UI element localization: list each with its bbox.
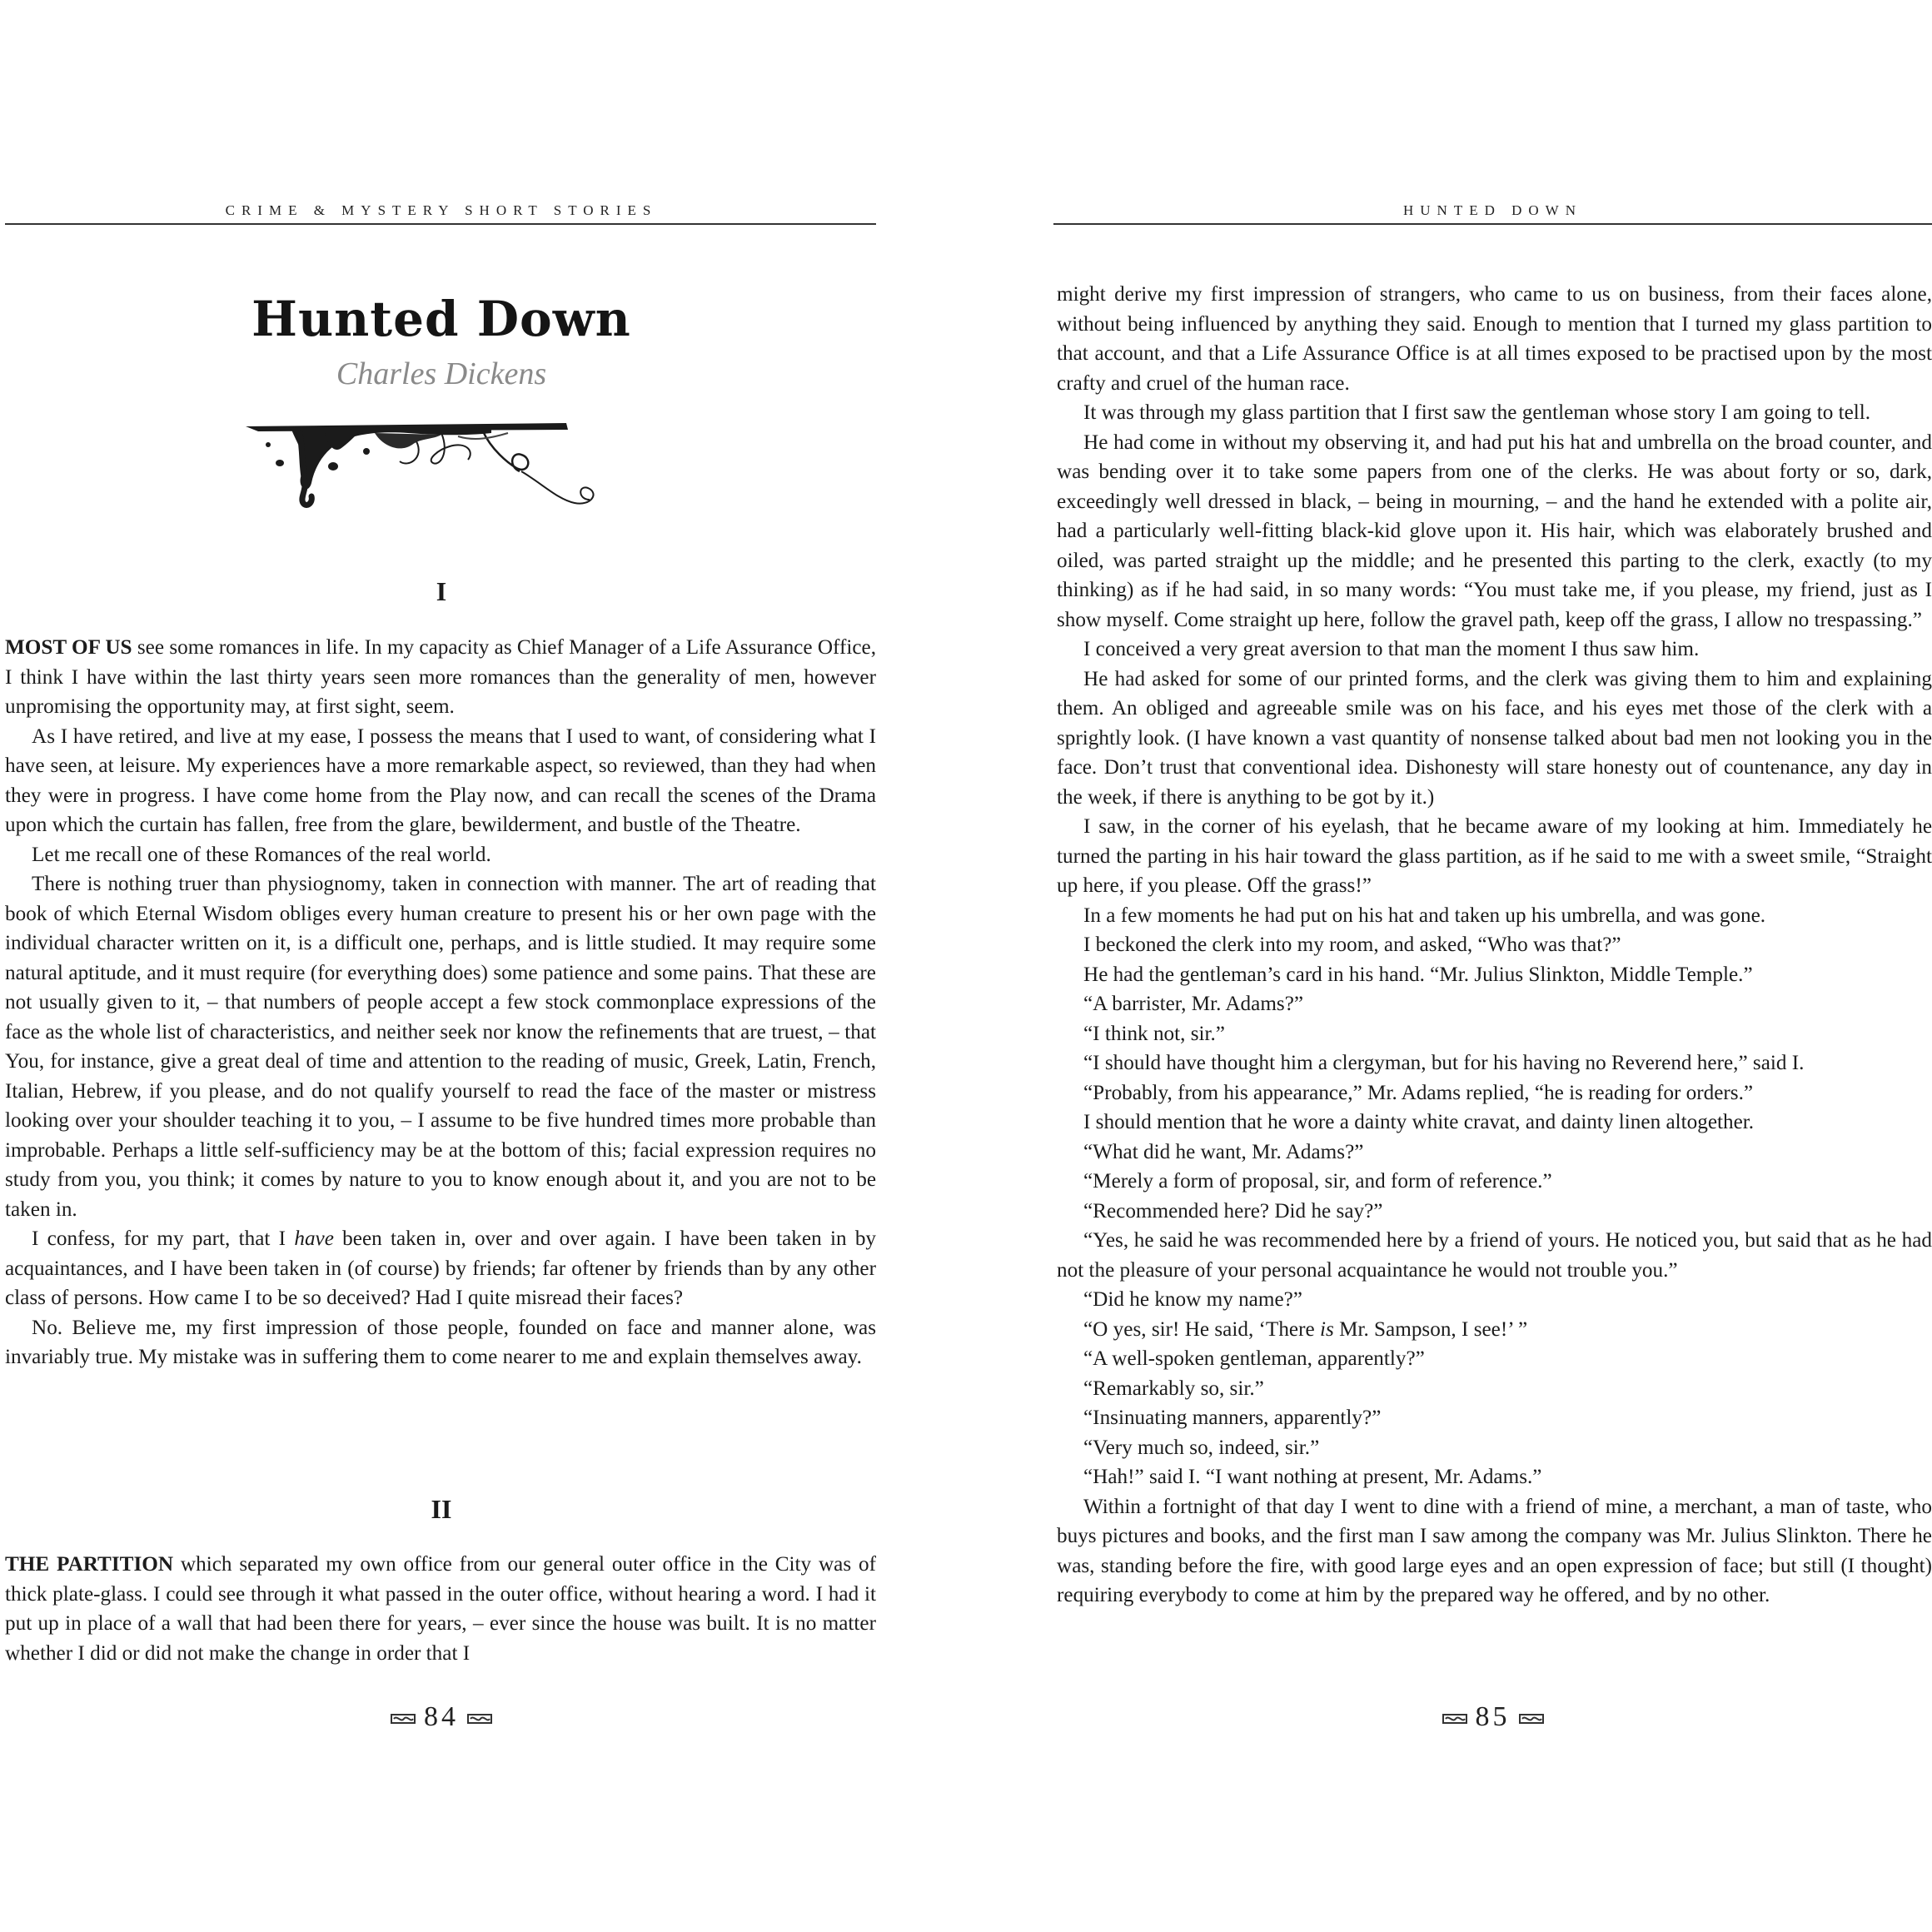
paragraph: I saw, in the corner of his eyelash, that he became aware of my looking at him. Immediately he turned the parting in his hair toward the glass partition, as if he said to me with a sweet smile, “Straight up here, if you please. Off the grass!” bbox=[1057, 815, 1932, 897]
page-number bbox=[0, 1700, 883, 1734]
scroll-ornament-icon bbox=[391, 1713, 416, 1725]
section-two-text bbox=[5, 1550, 876, 1668]
paragraph: Within a fortnight of that day I went to dine with a friend of mine, a merchant, a man of taste, who buys pictures and books, and the first man I saw among the company was Mr. Julius Slinkton. There he was, standing before the fire, with good large eyes and an open expression of face; but still (I thought) requiring everybody to come at him by the prepared way he offered, and by no other. bbox=[1057, 1495, 1932, 1606]
paragraph: “I think not, sir.” bbox=[1083, 1022, 1225, 1045]
scroll-ornament-icon bbox=[1519, 1713, 1544, 1725]
paragraph: No. Believe me, my first impression of those people, founded on face and manner alone, was invariably true. My mistake was in suffering them to come nearer to me and explain themselves away. bbox=[5, 1316, 876, 1368]
paragraph: “What did he want, Mr. Adams?” bbox=[1083, 1140, 1364, 1163]
right-page-text bbox=[1057, 280, 1932, 1611]
paragraph: MOST OF US see some romances in life. In my capacity as Chief Manager of a Life Assurance Office, I think I have within the last thirty years seen more romances than the generality of men, however unpromising the opportunity may, at first sight, seem. bbox=[5, 636, 876, 718]
scroll-ornament-icon bbox=[1442, 1713, 1467, 1725]
paragraph: “Yes, he said he was recommended here by a friend of yours. He noticed you, but said that as he had not the pleasure of your personal acquaintance he would not trouble you.” bbox=[1057, 1229, 1932, 1282]
paragraph: Let me recall one of these Romances of the real world. bbox=[32, 843, 491, 866]
emphasis: have bbox=[294, 1227, 334, 1250]
paragraph: I should mention that he wore a dainty white cravat, and dainty linen altogether. bbox=[1083, 1111, 1755, 1133]
folio-number: 85 bbox=[1475, 1701, 1511, 1732]
folio-number: 84 bbox=[424, 1701, 459, 1732]
paragraph: There is nothing truer than physiognomy, taken in connection with manner. The art of reading that book of which Eternal Wisdom obliges every human creature to present his or her own page with the individual character written on it, is a difficult one, perhaps, and is little studied. It may require some natural aptitude, and it must require (for everything does) some patience and some pains. That these are not usually given to it, – that numbers of people accept a few stock commonplace expressions of the face as the whole list of characteristics, and neither seek nor know the refinements that are truest, – that You, for instance, give a great deal of time and attention to the reading of music, Greek, Latin, French, Italian, Hebrew, if you please, and do not qualify yourself to read the face of the master or mistress looking over your shoulder teaching it to you, – I assume to be five hundred times more probable than improbable. Perhaps a little self-sufficiency may be at the bottom of this; facial expression requires no study from you, you think; it comes by nature to you to know enough about it, and you are not to be taken in. bbox=[5, 873, 876, 1221]
paragraph: “Did he know my name?” bbox=[1083, 1288, 1302, 1311]
paragraph: “Hah!” said I. “I want nothing at present, Mr. Adams.” bbox=[1083, 1466, 1542, 1488]
right-page bbox=[1053, 0, 1932, 1932]
header-rule bbox=[1053, 223, 1932, 225]
title-block bbox=[0, 290, 883, 393]
paragraph: THE PARTITION which separated my own office from our general outer office in the City was of thick plate-glass. I could see through it what passed in the outer office, without hearing a word. I had it put up in place of a wall that had been there for years, – ever since the house was built. It is no matter whether I did or did not make the change in order that I bbox=[5, 1553, 876, 1665]
paragraph: I confess, for my part, that I have been taken in, over and over again. I have been taken in by acquaintances, and I have been taken in (of course) by friends; far oftener by friends than by any other class of persons. How came I to be so deceived? Had I quite misread their faces? bbox=[5, 1227, 877, 1309]
paragraph: “Merely a form of proposal, sir, and form of reference.” bbox=[1083, 1170, 1552, 1193]
paragraph: “A barrister, Mr. Adams?” bbox=[1083, 993, 1304, 1015]
lead-in: MOST OF US bbox=[5, 636, 132, 659]
paragraph: I conceived a very great aversion to that man the moment I thus saw him. bbox=[1083, 638, 1700, 660]
paragraph: I beckoned the clerk into my room, and asked, “Who was that?” bbox=[1083, 934, 1621, 956]
story-title: Hunted Down bbox=[251, 291, 631, 347]
paragraph: “Insinuating manners, apparently?” bbox=[1083, 1407, 1382, 1429]
paragraph: “Remarkably so, sir.” bbox=[1083, 1377, 1264, 1400]
running-head: CRIME & MYSTERY SHORT STORIES bbox=[225, 202, 658, 218]
author-name: Charles Dickens bbox=[336, 356, 547, 391]
emphasis: is bbox=[1319, 1317, 1334, 1341]
paragraph: “Very much so, indeed, sir.” bbox=[1083, 1436, 1320, 1459]
paragraph: In a few moments he had put on his hat and taken up his umbrella, and was gone. bbox=[1083, 904, 1766, 927]
paragraph: might derive my first impression of strangers, who came to us on business, from their faces alone, without being influenced by anything they said. Enough to mention that I turned my glass partition to that account, and that a Life Assurance Office is at all times exposed to be practised upon by the most crafty and cruel of the human race. bbox=[1057, 283, 1932, 395]
paragraph: As I have retired, and live at my ease, I possess the means that I used to want, of considering what I have seen, at leisure. My experiences have a more remarkable aspect, so reviewed, than they had when they were in progress. I have come home from the Play now, and can recall the scenes of the Drama upon which the curtain has fallen, free from the glare, bewilderment, and bustle of the Theatre. bbox=[5, 724, 876, 836]
scroll-ornament-icon bbox=[467, 1713, 492, 1725]
running-head: HUNTED DOWN bbox=[1402, 202, 1582, 218]
paragraph: It was through my glass partition that I first saw the gentleman whose story I am going to tell. bbox=[1083, 401, 1871, 424]
header-rule bbox=[5, 223, 876, 225]
section-numeral: I bbox=[436, 576, 447, 606]
lead-in: THE PARTITION bbox=[5, 1553, 174, 1576]
section-one-text bbox=[5, 633, 876, 1372]
paragraph: “Probably, from his appearance,” Mr. Adams replied, “he is reading for orders.” bbox=[1083, 1081, 1754, 1104]
paragraph: “A well-spoken gentleman, apparently?” bbox=[1083, 1347, 1425, 1370]
paragraph: “O yes, sir! He said, ‘There is Mr. Sampson, I see!’ ” bbox=[1083, 1317, 1528, 1341]
left-page bbox=[0, 0, 883, 1932]
section-numeral: II bbox=[431, 1494, 452, 1524]
ink-splash-flourish-icon bbox=[242, 416, 658, 516]
paragraph: “Recommended here? Did he say?” bbox=[1083, 1199, 1383, 1222]
page-number bbox=[1053, 1700, 1932, 1734]
paragraph: “I should have thought him a clergyman, but for his having no Reverend here,” said I. bbox=[1083, 1052, 1805, 1074]
paragraph: He had the gentleman’s card in his hand. “Mr. Julius Slinkton, Middle Temple.” bbox=[1083, 963, 1753, 986]
paragraph: He had asked for some of our printed forms, and the clerk was giving them to him and explaining them. An obliged and agreeable smile was on his face, and his eyes met those of the clerk with a sprightly look. (I have known a vast quantity of nonsense talked about bad men not looking you in the face. Don’t trust that conventional idea. Dishonesty will stare honesty out of countenance, any day in the week, if there is anything to be got by it.) bbox=[1057, 667, 1932, 809]
paragraph: He had come in without my observing it, and had put his hat and umbrella on the broad counter, and was bending over it to take some papers from one of the clerks. He was about forty or so, dark, exceedingly well dressed in black, – being in mourning, – and the hand he extended with a polite air, had a particularly well-fitting black-kid glove upon it. His hair, which was elaborately brushed and oiled, was parted straight up the middle; and he presented this parting to the clerk, exactly (to my thinking) as if he had said, in so many words: “You must take me, if you please, my friend, just as I show myself. Come straight up here, follow the gravel path, keep off the grass, I allow no trespassing.” bbox=[1057, 431, 1932, 631]
